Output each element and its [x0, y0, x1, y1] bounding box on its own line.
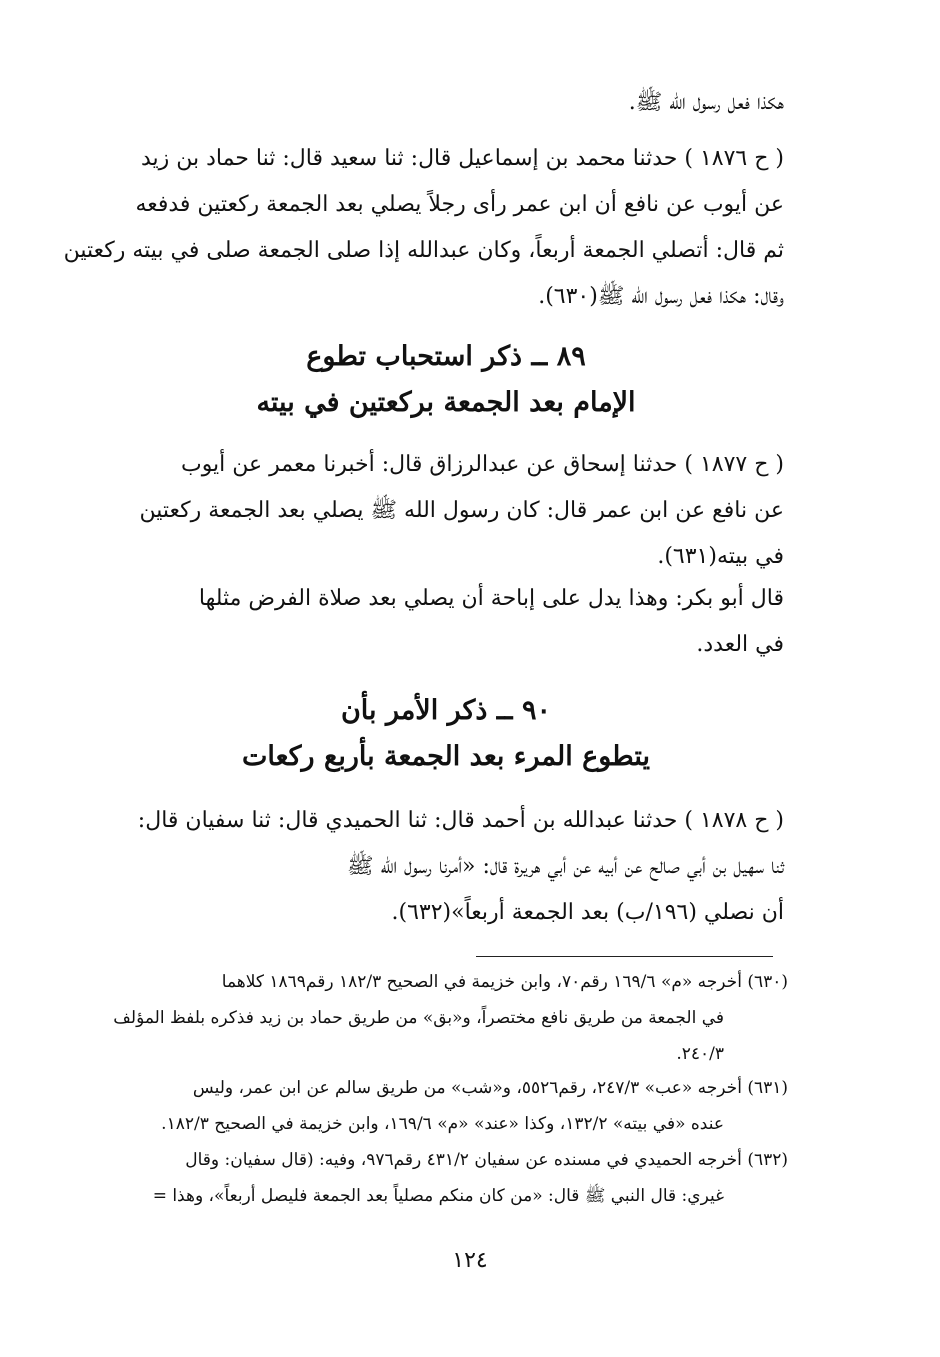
- hadith-1877: [108, 442, 784, 580]
- text-line: في بيته(٦٣١).: [657, 544, 784, 569]
- text-line: أن نصلي (١٩٦/ب) بعد الجمعة أربعاً»(٦٣٢).: [391, 900, 784, 925]
- footnote-separator: [476, 956, 773, 957]
- text-line: ثم قال: أتصلي الجمعة أربعاً، وكان عبدالله إذا صلى الجمعة صلى في بيته ركعتين: [63, 238, 784, 263]
- hadith-1876: [63, 136, 784, 320]
- section-heading-90: [108, 688, 784, 780]
- heading-line: يتطوع المرء بعد الجمعة بأربع ركعات: [241, 741, 650, 772]
- heading-line: ٩٠ ــ ذكر الأمر بأن: [340, 695, 552, 726]
- text-line: في العدد.: [696, 632, 784, 657]
- footnote-line: ٢٤٠/٣.: [676, 1044, 724, 1064]
- hadith-1878: [108, 798, 784, 936]
- footnote-line: (٦٣١) أخرجه «عب» ٢٤٧/٣، رقم٥٥٢٦، و«شب» من طريق سالم عن ابن عمر، وليس: [192, 1078, 788, 1098]
- text-line: ( ح ١٨٧٦ ) حدثنا محمد بن إسماعيل قال: ثنا سعيد قال: ثنا حماد بن زيد: [140, 146, 784, 171]
- footnote-line: في الجمعة من طريق نافع مختصراً، و«بق» من طريق حماد بن زيد فذكره بلفظ المؤلف: [113, 1008, 724, 1028]
- text-line: عن نافع عن ابن عمر قال: كان رسول الله ﷺ يصلي بعد الجمعة ركعتين: [139, 498, 784, 523]
- intro-paragraph: [108, 80, 784, 126]
- footnote-line: غيري: قال النبي ﷺ قال: «من كان منكم مصلياً بعد الجمعة فليصل أربعاً»، وهذا =: [152, 1186, 724, 1206]
- footnote-632: [104, 1142, 788, 1214]
- abu-bakr-comment: [108, 576, 784, 668]
- heading-line: الإمام بعد الجمعة بركعتين في بيته: [256, 387, 636, 418]
- heading-line: ٨٩ ــ ذكر استحباب تطوع: [306, 341, 586, 372]
- footnote-line: (٦٣٠) أخرجه «م» ١٦٩/٦ رقم٧٠، وابن خزيمة في الصحيح ١٨٢/٣ رقم١٨٦٩ كلاهما: [221, 972, 788, 992]
- footnote-631: [104, 1070, 788, 1142]
- page-number: ١٢٤: [452, 1248, 488, 1273]
- footnote-line: عنده «في بيته» ١٣٢/٢، وكذا «عند» «م» ١٦٩/٦، وابن خزيمة في الصحيح ١٨٢/٣.: [161, 1114, 724, 1134]
- text-line: هكذا فعل رسول الله ﷺ.: [628, 90, 784, 115]
- footnote-line: (٦٣٢) أخرجه الحميدي في مسنده عن سفيان ٤٣١/٢ رقم٩٧٦، وفيه: (قال سفيان: وقال: [185, 1150, 788, 1170]
- text-line: وقال: هكذا فعل رسول الله ﷺ(٦٣٠).: [538, 284, 784, 309]
- text-line: ( ح ١٨٧٨ ) حدثنا عبدالله بن أحمد قال: ثنا الحميدي قال: ثنا سفيان قال:: [137, 808, 784, 833]
- text-line: ثنا سهيل بن أبي صالح عن أبيه عن أبي هريرة قال: «أمرنا رسول الله ﷺ: [347, 854, 784, 879]
- footnote-630: [104, 964, 788, 1072]
- text-line: ( ح ١٨٧٧ ) حدثنا إسحاق عن عبدالرزاق قال: أخبرنا معمر عن أيوب: [180, 452, 784, 477]
- text-line: قال أبو بكر: وهذا يدل على إباحة أن يصلي بعد صلاة الفرض مثلها: [198, 586, 784, 611]
- section-heading-89: [108, 334, 784, 426]
- text-line: عن أيوب عن نافع أن ابن عمر رأى رجلاً يصلي بعد الجمعة ركعتين فدفعه: [135, 192, 784, 217]
